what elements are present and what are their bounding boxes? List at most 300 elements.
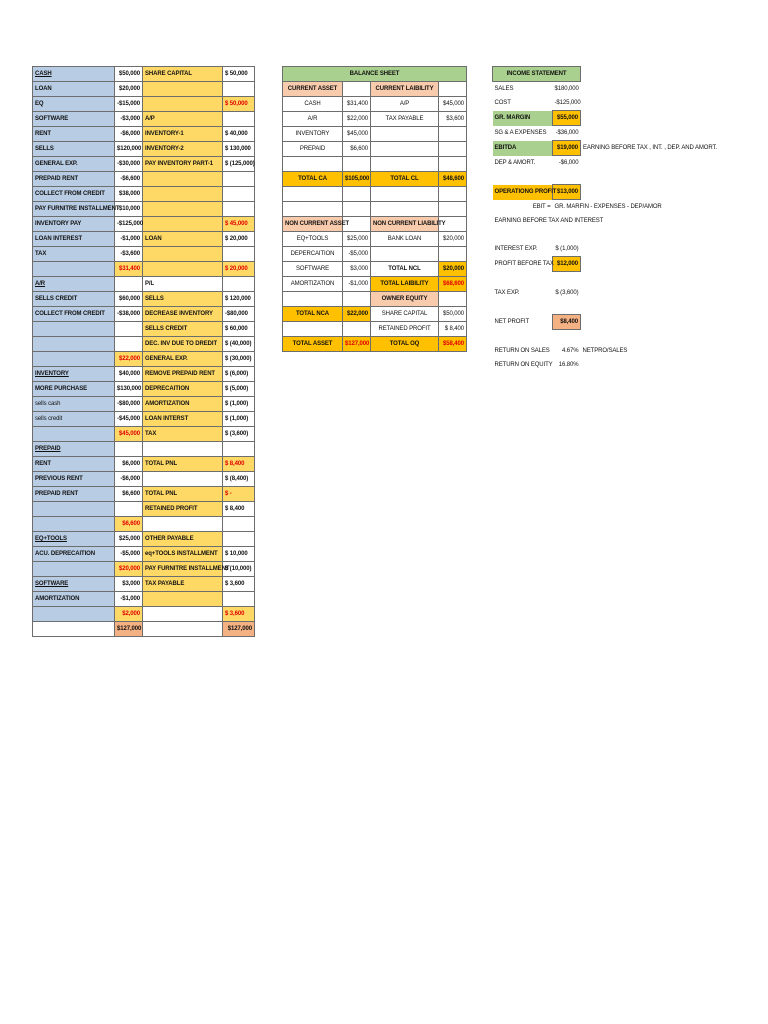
ledger-account: SELLS CREDIT — [33, 292, 115, 307]
bs-amount: $6,600 — [343, 142, 371, 157]
ledger-row — [33, 262, 255, 277]
is-label: RETURN ON EQUITY — [494, 362, 553, 368]
ledger-value: $ (30,000) — [223, 352, 255, 367]
ledger-item: TOTAL PNL — [143, 457, 223, 472]
ledger-amount: -$5,000 — [115, 547, 143, 562]
ledger-amount: $6,600 — [115, 487, 143, 502]
ledger-account — [33, 622, 115, 637]
bs-row — [283, 187, 467, 202]
ledger-amount: $20,000 — [115, 562, 143, 577]
ledger-amount: -$1,000 — [115, 232, 143, 247]
ledger-account: SOFTWARE — [33, 577, 115, 592]
ledger-value: $ (1,000) — [223, 397, 255, 412]
ledger-item — [143, 472, 223, 487]
bs-amount: -$1,000 — [343, 277, 371, 292]
ledger-account: INVENTORY — [33, 367, 115, 382]
ledger-amount: $2,000 — [115, 607, 143, 622]
ledger-value: $ (10,000) — [223, 562, 255, 577]
ledger-account: LOAN INTEREST — [33, 232, 115, 247]
ledger-amount: $50,000 — [115, 67, 143, 82]
ledger-item — [143, 247, 223, 262]
bs-row — [283, 202, 467, 217]
ledger-value: $ 130,000 — [223, 142, 255, 157]
ledger-amount: $38,000 — [115, 187, 143, 202]
ledger-value: $ 20,000 — [223, 262, 255, 277]
ledger-amount: -$45,000 — [115, 412, 143, 427]
ledger-amount: $31,400 — [115, 262, 143, 277]
is-label: SALES — [494, 86, 514, 92]
ledger-item — [143, 262, 223, 277]
ledger-value: $ - — [223, 487, 255, 502]
ledger-item: INVENTORY-2 — [143, 142, 223, 157]
is-label: EBITDA — [493, 141, 553, 156]
is-label: DEP & AMORT. — [494, 159, 536, 166]
ledger-row — [33, 157, 255, 172]
is-row — [493, 330, 733, 345]
bs-label — [371, 202, 439, 217]
ledger-amount: $6,600 — [115, 517, 143, 532]
bs-amount: $20,000 — [439, 232, 467, 247]
ledger-account: PREPAID RENT — [33, 172, 115, 187]
ledger-item — [143, 517, 223, 532]
ledger-row — [33, 322, 255, 337]
ledger-row — [33, 577, 255, 592]
is-note — [581, 170, 733, 185]
ledger-item — [143, 622, 223, 637]
bs-label: TOTAL NCL — [371, 262, 439, 277]
ledger-amount: $130,000 — [115, 382, 143, 397]
ledger-account: COLLECT FROM CREDIT — [33, 307, 115, 322]
is-row — [493, 126, 733, 141]
ledger-row — [33, 292, 255, 307]
ledger-row — [33, 502, 255, 517]
ledger-item: REMOVE PREPAID RENT — [143, 367, 223, 382]
ledger-row — [33, 172, 255, 187]
is-label: INTEREST EXP. — [494, 246, 538, 253]
ledger-row — [33, 487, 255, 502]
income-statement-table — [492, 66, 733, 372]
ledger-account: ACU. DEPRECAITION — [33, 547, 115, 562]
is-note: NETPRO/SALES — [582, 348, 628, 354]
ledger-amount: -$6,000 — [115, 472, 143, 487]
bs-amount — [343, 202, 371, 217]
ledger-row — [33, 547, 255, 562]
ledger-amount: -$10,000 — [115, 202, 143, 217]
is-label — [493, 300, 553, 315]
ledger-row — [33, 307, 255, 322]
bs-row — [283, 247, 467, 262]
ledger-item — [143, 97, 223, 112]
is-amount — [553, 272, 581, 287]
bs-label: DEPERCAITION — [283, 247, 343, 262]
ledger-row — [33, 67, 255, 82]
is-label: GR. MARGIN — [493, 111, 553, 126]
ledger-amount — [115, 502, 143, 517]
is-row — [493, 96, 733, 111]
bs-label: A/P — [371, 97, 439, 112]
bs-amount — [439, 187, 467, 202]
ledger-amount: $25,000 — [115, 532, 143, 547]
is-note — [581, 111, 733, 126]
bs-row — [283, 337, 467, 352]
ledger-item: AMORTIZATION — [143, 397, 223, 412]
is-label: EARNING BEFORE TAX AND INTEREST — [494, 218, 604, 224]
ledger-amount: $20,000 — [115, 82, 143, 97]
bs-amount: -$5,000 — [343, 247, 371, 262]
ledger-account: PREPAID RENT — [33, 487, 115, 502]
ledger-value: $ 60,000 — [223, 322, 255, 337]
balance-sheet-title: BALANCE SHEET — [283, 67, 467, 82]
ledger-item — [143, 172, 223, 187]
is-amount: $12,000 — [553, 257, 581, 272]
ledger-value — [223, 277, 255, 292]
ledger-row — [33, 442, 255, 457]
bs-row — [283, 292, 467, 307]
bs-amount — [343, 82, 371, 97]
ledger-amount: -$6,000 — [115, 127, 143, 142]
bs-amount — [439, 82, 467, 97]
bs-label: TOTAL NCA — [283, 307, 343, 322]
ledger-account: A/R — [33, 277, 115, 292]
ledger-amount: -$1,000 — [115, 592, 143, 607]
is-label: SG & A EXPENSES — [494, 130, 547, 136]
bs-label — [283, 322, 343, 337]
ledger-account: LOAN — [33, 82, 115, 97]
ledger-value — [223, 202, 255, 217]
ledger-account — [33, 322, 115, 337]
is-row — [493, 228, 733, 242]
bs-row — [283, 322, 467, 337]
ledger-account — [33, 517, 115, 532]
bs-amount: $3,600 — [439, 112, 467, 127]
bs-label: SHARE CAPITAL — [371, 307, 439, 322]
is-note — [581, 82, 733, 97]
ledger-item: DEPRECAITION — [143, 382, 223, 397]
bs-label: CURRENT ASSET — [283, 82, 343, 97]
is-amount: $55,000 — [553, 111, 581, 126]
ledger-value: $ 10,000 — [223, 547, 255, 562]
is-note — [581, 185, 733, 200]
ledger-value — [223, 247, 255, 262]
bs-amount: $58,400 — [439, 337, 467, 352]
ledger-account: sells credit — [33, 412, 115, 427]
ledger-item — [143, 607, 223, 622]
bs-label: AMORTIZATION — [283, 277, 343, 292]
is-row — [493, 358, 733, 372]
ledger-row — [33, 337, 255, 352]
is-note — [581, 96, 733, 111]
bs-amount: $127,000 — [343, 337, 371, 352]
ledger-item: LOAN — [143, 232, 223, 247]
ledger-amount — [115, 322, 143, 337]
ledger-value: $ 8,400 — [223, 502, 255, 517]
bs-row — [283, 262, 467, 277]
bs-amount — [439, 142, 467, 157]
ledger-account — [33, 607, 115, 622]
ledger-item: TOTAL PNL — [143, 487, 223, 502]
ledger-value — [223, 592, 255, 607]
bs-amount: $22,000 — [343, 112, 371, 127]
ledger-account — [33, 337, 115, 352]
bs-amount — [343, 322, 371, 337]
ledger-account: RENT — [33, 457, 115, 472]
ledger-amount: -$38,000 — [115, 307, 143, 322]
bs-label: TOTAL OQ — [371, 337, 439, 352]
is-note — [581, 315, 733, 330]
bs-label — [371, 157, 439, 172]
ledger-value: $ 50,000 — [223, 67, 255, 82]
bs-row — [283, 82, 467, 97]
is-amount — [553, 330, 581, 345]
ledger-row — [33, 382, 255, 397]
ledger-account: INVENTORY PAY — [33, 217, 115, 232]
bs-row — [283, 97, 467, 112]
is-row — [493, 156, 733, 171]
ledger-item: DEC. INV DUE TO DREDIT — [143, 337, 223, 352]
ledger-value: $ 3,600 — [223, 577, 255, 592]
is-note — [581, 358, 733, 372]
ledger-amount — [115, 277, 143, 292]
bs-label — [371, 142, 439, 157]
ledger-table — [32, 66, 255, 637]
ledger-value: $ 40,000 — [223, 127, 255, 142]
is-row — [493, 242, 733, 257]
ledger-amount: -$6,600 — [115, 172, 143, 187]
bs-row — [283, 112, 467, 127]
ledger-row — [33, 472, 255, 487]
ledger-amount — [115, 337, 143, 352]
ledger-row — [33, 82, 255, 97]
ledger-row — [33, 127, 255, 142]
bs-label: OWNER EQUITY — [371, 292, 439, 307]
ledger-value: $ 20,000 — [223, 232, 255, 247]
ledger-item: TAX PAYABLE — [143, 577, 223, 592]
ledger-value — [223, 112, 255, 127]
ledger-row — [33, 622, 255, 637]
ledger-row — [33, 367, 255, 382]
ledger-item: SELLS CREDIT — [143, 322, 223, 337]
bs-amount: $ 8,400 — [439, 322, 467, 337]
ledger-account — [33, 262, 115, 277]
ledger-item: PAY FURNITRE INSTALLMENT — [143, 562, 223, 577]
ledger-row — [33, 202, 255, 217]
ledger-amount: $45,000 — [115, 427, 143, 442]
is-amount: $ (1,000) — [555, 246, 579, 252]
ledger-value: $ (40,000) — [223, 337, 255, 352]
ledger-value — [223, 187, 255, 202]
ledger-row — [33, 397, 255, 412]
is-label: TAX EXP. — [494, 290, 520, 296]
bs-label: CURRENT LAIBILITY — [371, 82, 439, 97]
is-amount — [553, 228, 581, 242]
ledger-value: $ 8,400 — [223, 457, 255, 472]
ledger-item — [143, 82, 223, 97]
ledger-item — [143, 187, 223, 202]
ledger-row — [33, 142, 255, 157]
is-label: NET PROFIT — [494, 319, 530, 325]
bs-label: A/R — [283, 112, 343, 127]
bs-amount — [439, 157, 467, 172]
ledger-row — [33, 562, 255, 577]
is-row — [493, 286, 733, 300]
bs-amount: $50,000 — [439, 307, 467, 322]
bs-amount — [343, 157, 371, 172]
is-amount — [553, 300, 581, 315]
ledger-account: EQ+TOOLS — [33, 532, 115, 547]
is-note — [581, 286, 733, 300]
is-amount: $8,400 — [553, 315, 581, 330]
ledger-row — [33, 352, 255, 367]
bs-row — [283, 127, 467, 142]
ledger-value: $ (3,600) — [223, 427, 255, 442]
is-label: COST — [494, 100, 511, 107]
is-amount: 16.80% — [558, 362, 579, 368]
is-note — [581, 257, 733, 272]
is-label — [493, 228, 553, 242]
ledger-item: OTHER PAYABLE — [143, 532, 223, 547]
ledger-row — [33, 217, 255, 232]
ledger-value — [223, 82, 255, 97]
bs-amount: $68,600 — [439, 277, 467, 292]
is-label: OPERATIONG PROFIT — [493, 185, 553, 200]
ledger-value: $ (5,000) — [223, 382, 255, 397]
ledger-amount: -$15,000 — [115, 97, 143, 112]
bs-amount — [439, 127, 467, 142]
bs-label: INVENTORY — [283, 127, 343, 142]
ledger-item: INVENTORY-1 — [143, 127, 223, 142]
ledger-amount: $22,000 — [115, 352, 143, 367]
ledger-value: $ (8,400) — [223, 472, 255, 487]
bs-label — [371, 127, 439, 142]
bs-row — [283, 172, 467, 187]
bs-label: SOFTWARE — [283, 262, 343, 277]
is-amount: -$125,000 — [554, 100, 581, 106]
ledger-row — [33, 607, 255, 622]
ledger-item — [143, 217, 223, 232]
bs-amount: $22,000 — [343, 307, 371, 322]
ledger-item: DECREASE INVENTORY — [143, 307, 223, 322]
bs-amount: $105,000 — [343, 172, 371, 187]
ledger-row — [33, 427, 255, 442]
bs-label: EQ+TOOLS — [283, 232, 343, 247]
ledger-amount: $6,000 — [115, 457, 143, 472]
ledger-item — [143, 442, 223, 457]
ledger-row — [33, 112, 255, 127]
bs-amount: $20,000 — [439, 262, 467, 277]
is-row — [493, 170, 733, 185]
ledger-value: $ 50,000 — [223, 97, 255, 112]
ledger-amount: -$3,000 — [115, 112, 143, 127]
is-row — [493, 214, 733, 228]
ledger-row — [33, 232, 255, 247]
bs-label: RETAINED PROFIT — [371, 322, 439, 337]
ledger-item: TAX — [143, 427, 223, 442]
ledger-value — [223, 532, 255, 547]
bs-label: NON CURRENT ASSET — [283, 217, 343, 232]
bs-label: PREPAID — [283, 142, 343, 157]
ledger-row — [33, 412, 255, 427]
ledger-row — [33, 97, 255, 112]
is-row — [493, 257, 733, 272]
is-amount: 4.67% — [561, 348, 579, 354]
bs-amount — [439, 247, 467, 262]
ledger-amount: -$3,600 — [115, 247, 143, 262]
bs-amount: $3,000 — [343, 262, 371, 277]
bs-amount — [343, 187, 371, 202]
ledger-value: $ (1,000) — [223, 412, 255, 427]
is-note — [581, 272, 733, 287]
ledger-row — [33, 277, 255, 292]
ledger-item: SHARE CAPITAL — [143, 67, 223, 82]
ledger-value: $127,000 — [223, 622, 255, 637]
is-amount: $ (3,600) — [555, 290, 579, 296]
ledger-value: $ (6,000) — [223, 367, 255, 382]
bs-label: TAX PAYABLE — [371, 112, 439, 127]
ledger-account — [33, 502, 115, 517]
is-label: EBIT = — [532, 203, 551, 210]
ledger-account: RENT — [33, 127, 115, 142]
is-note — [581, 156, 733, 171]
ledger-item: PAY INVENTORY PART-1 — [143, 157, 223, 172]
is-row — [493, 272, 733, 287]
bs-row — [283, 307, 467, 322]
ledger-account: CASH — [33, 67, 115, 82]
bs-label: CASH — [283, 97, 343, 112]
ledger-value: $ 3,600 — [223, 607, 255, 622]
bs-label: TOTAL CA — [283, 172, 343, 187]
ledger-account: AMORTIZATION — [33, 592, 115, 607]
ledger-amount: -$80,000 — [115, 397, 143, 412]
income-statement-title: INCOME STATEMENT — [493, 67, 581, 82]
ledger-amount: $127,000 — [115, 622, 143, 637]
ledger-amount: $60,000 — [115, 292, 143, 307]
ledger-amount — [115, 442, 143, 457]
ledger-item: P/L — [143, 277, 223, 292]
ledger-value — [223, 442, 255, 457]
bs-label: TOTAL LAIBILITY — [371, 277, 439, 292]
ledger-value: $ 120,000 — [223, 292, 255, 307]
ledger-account: TAX — [33, 247, 115, 262]
ledger-row — [33, 457, 255, 472]
ledger-value — [223, 517, 255, 532]
ledger-amount: $40,000 — [115, 367, 143, 382]
ledger-account: SOFTWARE — [33, 112, 115, 127]
ledger-amount: $120,000 — [115, 142, 143, 157]
is-row — [493, 200, 733, 215]
bs-amount — [439, 292, 467, 307]
ledger-account: PAY FURNITRE INSTALLMENT — [33, 202, 115, 217]
bs-label: NON CURRENT LIABILITY — [371, 217, 439, 232]
bs-amount: $48,600 — [439, 172, 467, 187]
ledger-item — [143, 202, 223, 217]
ledger-account: sells cash — [33, 397, 115, 412]
is-label: RETURN ON SALES — [494, 348, 550, 354]
is-row — [493, 111, 733, 126]
ledger-value — [223, 172, 255, 187]
ledger-row — [33, 517, 255, 532]
ledger-amount: -$30,000 — [115, 157, 143, 172]
ledger-amount: $3,000 — [115, 577, 143, 592]
is-label — [493, 170, 553, 185]
bs-label — [371, 187, 439, 202]
bs-label: TOTAL ASSET — [283, 337, 343, 352]
bs-amount: $45,000 — [439, 97, 467, 112]
is-amount: -$36,000 — [555, 130, 579, 136]
is-amount: -$6,000 — [558, 160, 579, 166]
bs-amount: $25,000 — [343, 232, 371, 247]
is-label: PROFIT BEFORE TAX — [494, 261, 554, 267]
is-note: EARNING BEFORE TAX , INT. , DEP. AND AMORT. — [583, 145, 717, 151]
